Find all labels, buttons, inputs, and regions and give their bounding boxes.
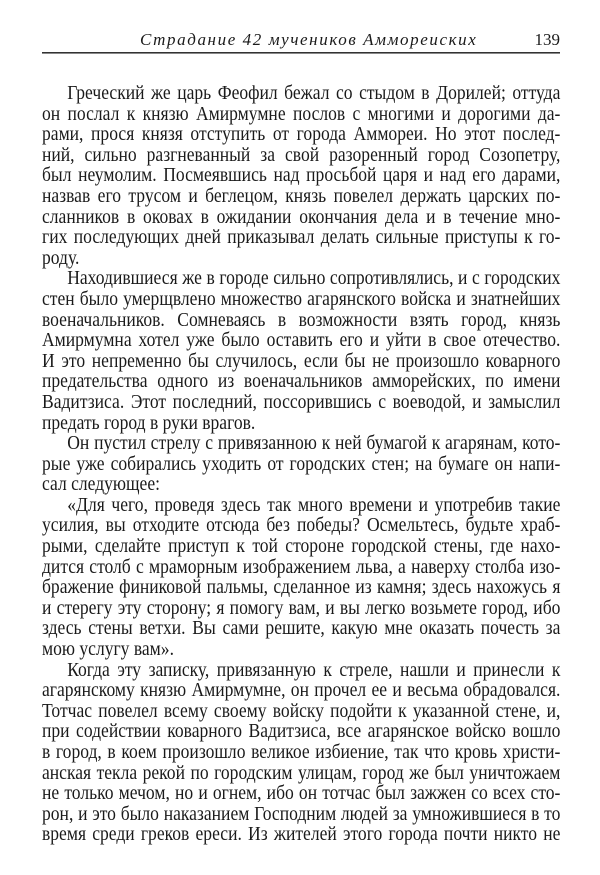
page-number: 139 (534, 30, 560, 49)
text-line: Он пустил стрелу с привязанною к ней бумагой к агарянам, кото- (67, 433, 561, 455)
text-line: И это непременно бы случилось, если бы не произошло коварного (42, 350, 561, 372)
text-line: стен было умерщвлено множество агарянского войска и знатнейших (42, 288, 561, 310)
text-line: и стерегу эту сторону; я помогу вам, и вы легко возьмете город, ибо (42, 597, 561, 619)
paragraph (42, 661, 560, 846)
text-line: роду. (42, 247, 80, 269)
text-line: в город, в коем произошло великое избиение, так что кровь христи- (42, 742, 561, 763)
text-line: рами, прося князя отступить от города Аммореи. Но этот послед- (42, 124, 561, 146)
text-line: Когда эту записку, привязанную к стреле, нашли и принесли к (67, 659, 561, 681)
text-line: сал следующее: (42, 474, 160, 496)
text-line: дится столб с мраморным изображением льва, а наверху столба изо- (42, 556, 561, 578)
text-line: Тотчас повелел всему своему войску подойти к указанной стене, и, (42, 700, 561, 722)
text-line: время среди греков ереси. Из жителей этого города почти никто не (42, 824, 561, 846)
text-line: не только мечом, но и огнем, ибо он тотчас был зажжен со всех сто- (42, 783, 561, 805)
page-body (42, 84, 560, 846)
text-line: ний, сильно разгневанный за свой разоренный город Созопетру, (42, 144, 561, 166)
header-rule (42, 52, 560, 54)
text-line: Вадитзиса. Этот последний, поссорившись с воеводой, и замыслил (42, 391, 561, 413)
text-line: военачальников. Сомневаясь в возможности взять город, князь (42, 309, 561, 331)
running-title: Страдание 42 мучеников Аммореиских (140, 30, 478, 49)
text-line: предательства одного из военачальников амморейских, по имени (42, 371, 561, 393)
paragraph (42, 269, 560, 434)
text-line: рые уже собирались уходить от городских стен; на бумаге он напи- (42, 453, 561, 475)
text-line: рон, и это было наказанием Господним людей за умножившиеся в то (42, 803, 561, 825)
paragraph (42, 496, 560, 661)
text-line: «Для чего, проведя здесь так много времени и употребив такие (67, 494, 561, 516)
paragraph (42, 434, 560, 496)
text-line: предать город в руки врагов. (42, 412, 256, 434)
text-line: усилия, вы отходите отсюда без победы? Осмельтесь, будьте храб- (42, 515, 561, 537)
text-line: Греческий же царь Феофил бежал со стыдом в Дорилей; оттуда (67, 83, 561, 104)
text-line: мою услугу вам». (42, 639, 174, 661)
text-line: рыми, сделайте приступ к той стороне городской стены, где нахо- (42, 536, 561, 558)
text-line: Находившиеся же в городе сильно сопротивлялись, и с городских (67, 268, 561, 290)
text-line: сланников в оковах в ожидании окончания дела и в течение мно- (42, 206, 561, 228)
text-line: агарянскому князю Амирмумне, он прочел ее и весьма обрадовался. (42, 680, 561, 702)
text-line: Амирмумна хотел уже было оставить его и уйти в свое отечество. (42, 330, 561, 352)
text-line: назвав его трусом и беглецом, князь повелел держать царских по- (42, 185, 561, 207)
text-line: анская текла рекой по городским улицам, город же был уничтожаем (42, 762, 561, 784)
text-line: здесь стены ветхи. Вы сами решите, какую мне оказать почесть за (42, 618, 561, 640)
text-line: бражение финиковой пальмы, сделанное из камня; здесь нахожусь я (42, 577, 561, 599)
text-line: был неумолим. Посмеявшись над просьбой царя и над его дарами, (42, 165, 561, 187)
text-line: он послал к князю Амирмумне послов с многими и дорогими да- (42, 103, 561, 125)
text-line: при содействии коварного Вадитзиса, все агарянское войско вошло (42, 721, 561, 743)
text-line: гих последующих дней приказывал делать сильные приступы к го- (42, 227, 561, 249)
page-header (42, 30, 560, 50)
paragraph (42, 84, 560, 269)
